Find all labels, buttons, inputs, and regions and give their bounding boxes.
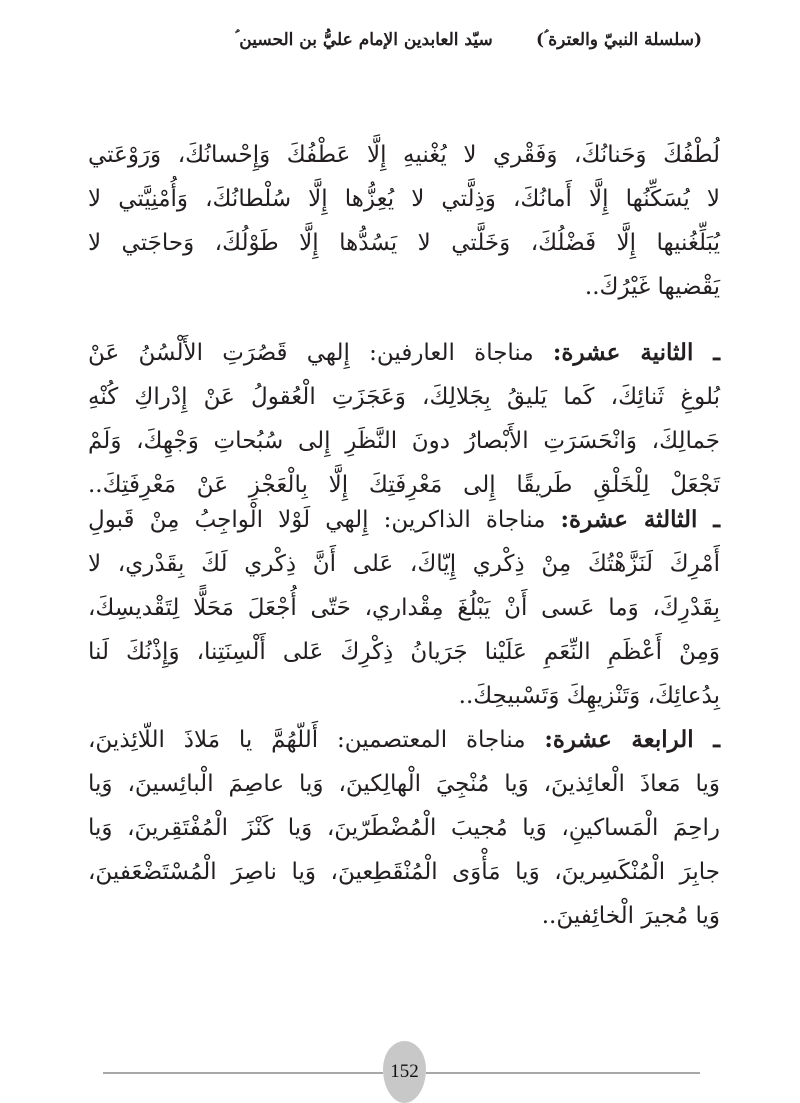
text-line: وَيا مَعاذَ الْعائِذينَ، وَيا مُنْجِيَ الْهالِكينَ، وَيا عاصِمَ الْبائِسينَ، وَيا [88, 771, 720, 797]
text-line: جابِرَ الْمُنْكَسِرينَ، وَيا مَأْوَى الْمُنْقَطِعينَ، وَيا ناصِرَ الْمُسْتَضْعَفينَ، [88, 859, 720, 885]
text-line: بِدُعائِكَ، وَتَنْزيهِكَ وَتَسْبيحِكَ.. [458, 683, 720, 709]
text-line [88, 331, 720, 375]
paragraph-2 [88, 331, 720, 507]
page-number: 152 [383, 1041, 426, 1103]
footer-divider-left [103, 1072, 383, 1074]
section-lead: ـ الرابعة عشرة: [544, 726, 720, 753]
text-line: يَقْضيها غَيْرُكَ.. [584, 274, 720, 300]
text-span: مناجاة العارفين: إِلهي قَصُرَتِ الأَلْسُنُ عَنْ [88, 340, 553, 366]
running-header-series: (سلسلة النبيّ والعترة ؑ) [535, 30, 702, 50]
text-line: لُطْفُكَ وَحَنانُكَ، وَفَقْري لا يُغْنيهِ إِلَّا عَطْفُكَ وَإِحْسانُكَ، وَرَوْعَتي [88, 142, 720, 168]
running-header-title: سيّد العابدين الإمام عليُّ بن الحسين ؑ [235, 30, 493, 50]
text-line: جَمالِكَ، وَانْحَسَرَتِ الأَبْصارُ دونَ النَّظَرِ إِلى سُبُحاتِ وَجْهِكَ، وَلَمْ [88, 428, 720, 454]
text-span: مناجاة المعتصمين: أَللّهُمَّ يا مَلاذَ اللّائِذينَ، [88, 727, 545, 753]
section-lead: ـ الثالثة عشرة: [560, 506, 720, 533]
footer-divider-right [426, 1072, 700, 1074]
text-line: يُبَلِّغُنيها إِلَّا فَضْلُكَ، وَخَلَّتي لا يَسُدُّها إِلَّا طَوْلُكَ، وَحاجَتي لا [88, 230, 720, 256]
text-line: تَجْعَلْ لِلْخَلْقِ طَريقًا إِلى مَعْرِفَتِكَ إِلَّا بِالْعَجْزِ عَنْ مَعْرِفَتِكَ.. [88, 472, 720, 498]
text-line: بِقَدْرِكَ، وَما عَسى أَنْ يَبْلُغَ مِقْداري، حَتّى أُجْعَلَ مَحَلًّا لِتَقْديسِكَ، [88, 595, 720, 621]
section-lead: ـ الثانية عشرة: [552, 339, 720, 366]
text-line: لا يُسَكِّنُها إِلَّا أَمانُكَ، وَذِلَّتي لا يُعِزُّها إِلَّا سُلْطانُكَ، وَأُمْنِيَّتي لا [88, 186, 720, 212]
text-line: وَمِنْ أَعْظَمِ النِّعَمِ عَلَيْنا جَرَيانُ ذِكْرِكَ عَلى أَلْسِنَتِنا، وَإِذْنُكَ لَنا [88, 639, 720, 665]
paragraph-4 [88, 718, 720, 938]
paragraph-3 [88, 498, 720, 718]
paragraph-1 [88, 133, 720, 309]
text-line: أَمْرِكَ لَنَزَّهْتُكَ مِنْ ذِكْري إِيّاكَ، عَلى أَنَّ ذِكْري لَكَ بِقَدْري، لا [88, 551, 720, 577]
text-line: بُلوغِ ثَنائِكَ، كَما يَليقُ بِجَلالِكَ، وَعَجَزَتِ الْعُقولُ عَنْ إِدْراكِ كُنْهِ [88, 384, 720, 410]
text-span: مناجاة الذاكرين: إِلهي لَوْلا الْواجِبُ مِنْ قَبولِ [88, 507, 561, 533]
text-line [88, 498, 720, 542]
text-line: راحِمَ الْمَساكينِ، وَيا مُجيبَ الْمُضْطَرّينَ، وَيا كَنْزَ الْمُفْتَقِرينَ، وَيا [88, 815, 720, 841]
text-line [88, 718, 720, 762]
text-line: وَيا مُجيرَ الْخائِفينَ.. [541, 903, 720, 929]
